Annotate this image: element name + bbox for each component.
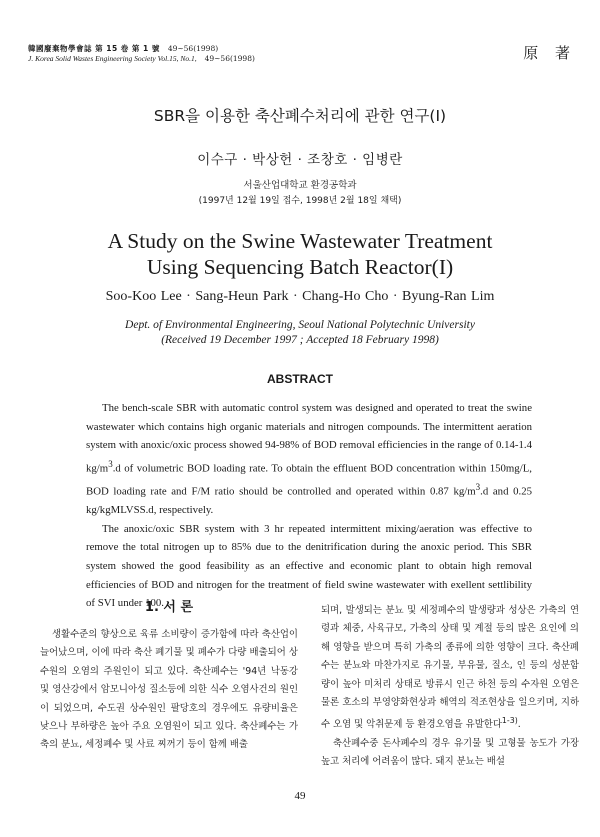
journal-header <box>28 44 255 64</box>
body-paragraph: 생활수준의 향상으로 육류 소비량이 증가함에 따라 축산업이 늘어났으며, 이에 따라 축산 폐기물 및 폐수가 다량 배출되어 상수원의 오염의 주원인이 되고 있다. 축산폐수는 '94년 낙동강 및 영산강에서 암모니아성 질소등에 의한 식수 오염사건의 원인이 되었으며, 수도권 상수원인 팔당호의 경우에도 유량비율은 낮으나 부하량은 높아 주요 오염원이 되고 있다. 축산폐수는 가축의 분뇨, 세정폐수 및 사료 찌꺼기 등이 함께 배출 <box>40 629 298 751</box>
body-paragraph: 축산폐수중 돈사폐수의 경우 유기물 및 고형물 농도가 가장 높고 처리에 어려움이 많다. 돼지 분뇨는 배설 <box>321 737 579 768</box>
english-affiliation-block <box>0 318 600 348</box>
article-type-badge: 原 著 <box>523 44 576 62</box>
journal-pages-english: 49~56(1998) <box>204 54 255 63</box>
abstract-body <box>86 399 532 613</box>
section-heading: 1. 서 론 <box>144 600 194 615</box>
left-column <box>40 598 298 755</box>
korean-authors: 이수구 · 박상헌 · 조창호 · 임병란 <box>197 152 403 168</box>
journal-pages-korean: 49~56(1998) <box>167 44 219 53</box>
korean-affiliation: 서울산업대학교 환경공학과 <box>243 180 357 191</box>
english-title-line2: Using Sequencing Batch Reactor(I) <box>146 255 454 279</box>
english-affiliation: Dept. of Environmental Engineering, Seoul National Polytechnic University <box>125 319 475 331</box>
abstract-heading: ABSTRACT <box>267 372 333 386</box>
english-dates: (Received 19 December 1997 ; Accepted 18 February 1998) <box>161 334 439 346</box>
korean-title: SBR을 이용한 축산폐수처리에 관한 연구(I) <box>153 107 447 125</box>
english-authors: Soo-Koo Lee · Sang-Heun Park · Chang-Ho Cho · Byung-Ran Lim <box>105 289 495 304</box>
korean-dates: (1997년 12월 19일 접수, 1998년 2월 18일 채택) <box>198 196 402 206</box>
right-column <box>321 602 579 772</box>
english-title-line1: A Study on the Swine Wastewater Treatment <box>107 229 493 253</box>
english-title <box>0 228 600 280</box>
page-number: 49 <box>294 790 306 802</box>
abstract-paragraph: The bench-scale SBR with automatic control system was designed and operated to treat the swine wastewater which contains high organic materials and nitrogen compounds. The intermittent aeration system with anoxic/oxic process showed 94-98% of BOD removal efficiencies in the range of 0.14-1.4 $kg/m^3.d$ of volumetric BOD loading rate. To obtain the effluent BOD concentration within 150mg/L, BOD loading rate and F/M ratio should be controlled and operated within 0.87 $kg/m^3.d$ and 0.25 kg/kgMLVSS.d, respectively. <box>86 402 532 517</box>
journal-name-english: J. Korea Solid Wastes Engineering Society Vol.15, No.1, <box>28 54 197 63</box>
body-paragraph: 되며, 발생되는 분뇨 및 세정폐수의 발생량과 성상은 가축의 연령과 체중, 사육규모, 가축의 상태 및 계절 등의 많은 요인에 의해 영향을 받으며 특히 가축의 종류에 의한 영향이 크다. 축산폐수는 분뇨와 마찬가지로 유기물, 부유물, 질소, 인 등의 성분함량이 높아 미처리 상태로 방류시 인근 하천 등의 수자원 오염은 물론 호소의 부영양화현상과 해역의 적조현상을 일으키며, 지하수 오염 및 악취문제 등 환경오염을 유발한다$^{1-3)}$. <box>321 605 579 731</box>
journal-name-korean: 韓國廢棄物學會誌 第 15 卷 第 1 號 <box>28 44 160 53</box>
abstract-paragraph: The anoxic/oxic SBR system with 3 hr repeated intermittent mixing/aeration was effective to remove the total nitrogen up to 85% due to the denitrification during the anoxic period. This SBR system showed the good feasibility as an effective and economic plant to obtain high removal efficiencies of BOD and nitrogen for the treatment of field swine wastewater with exellent settlibility of SVI under 100. <box>86 522 532 610</box>
